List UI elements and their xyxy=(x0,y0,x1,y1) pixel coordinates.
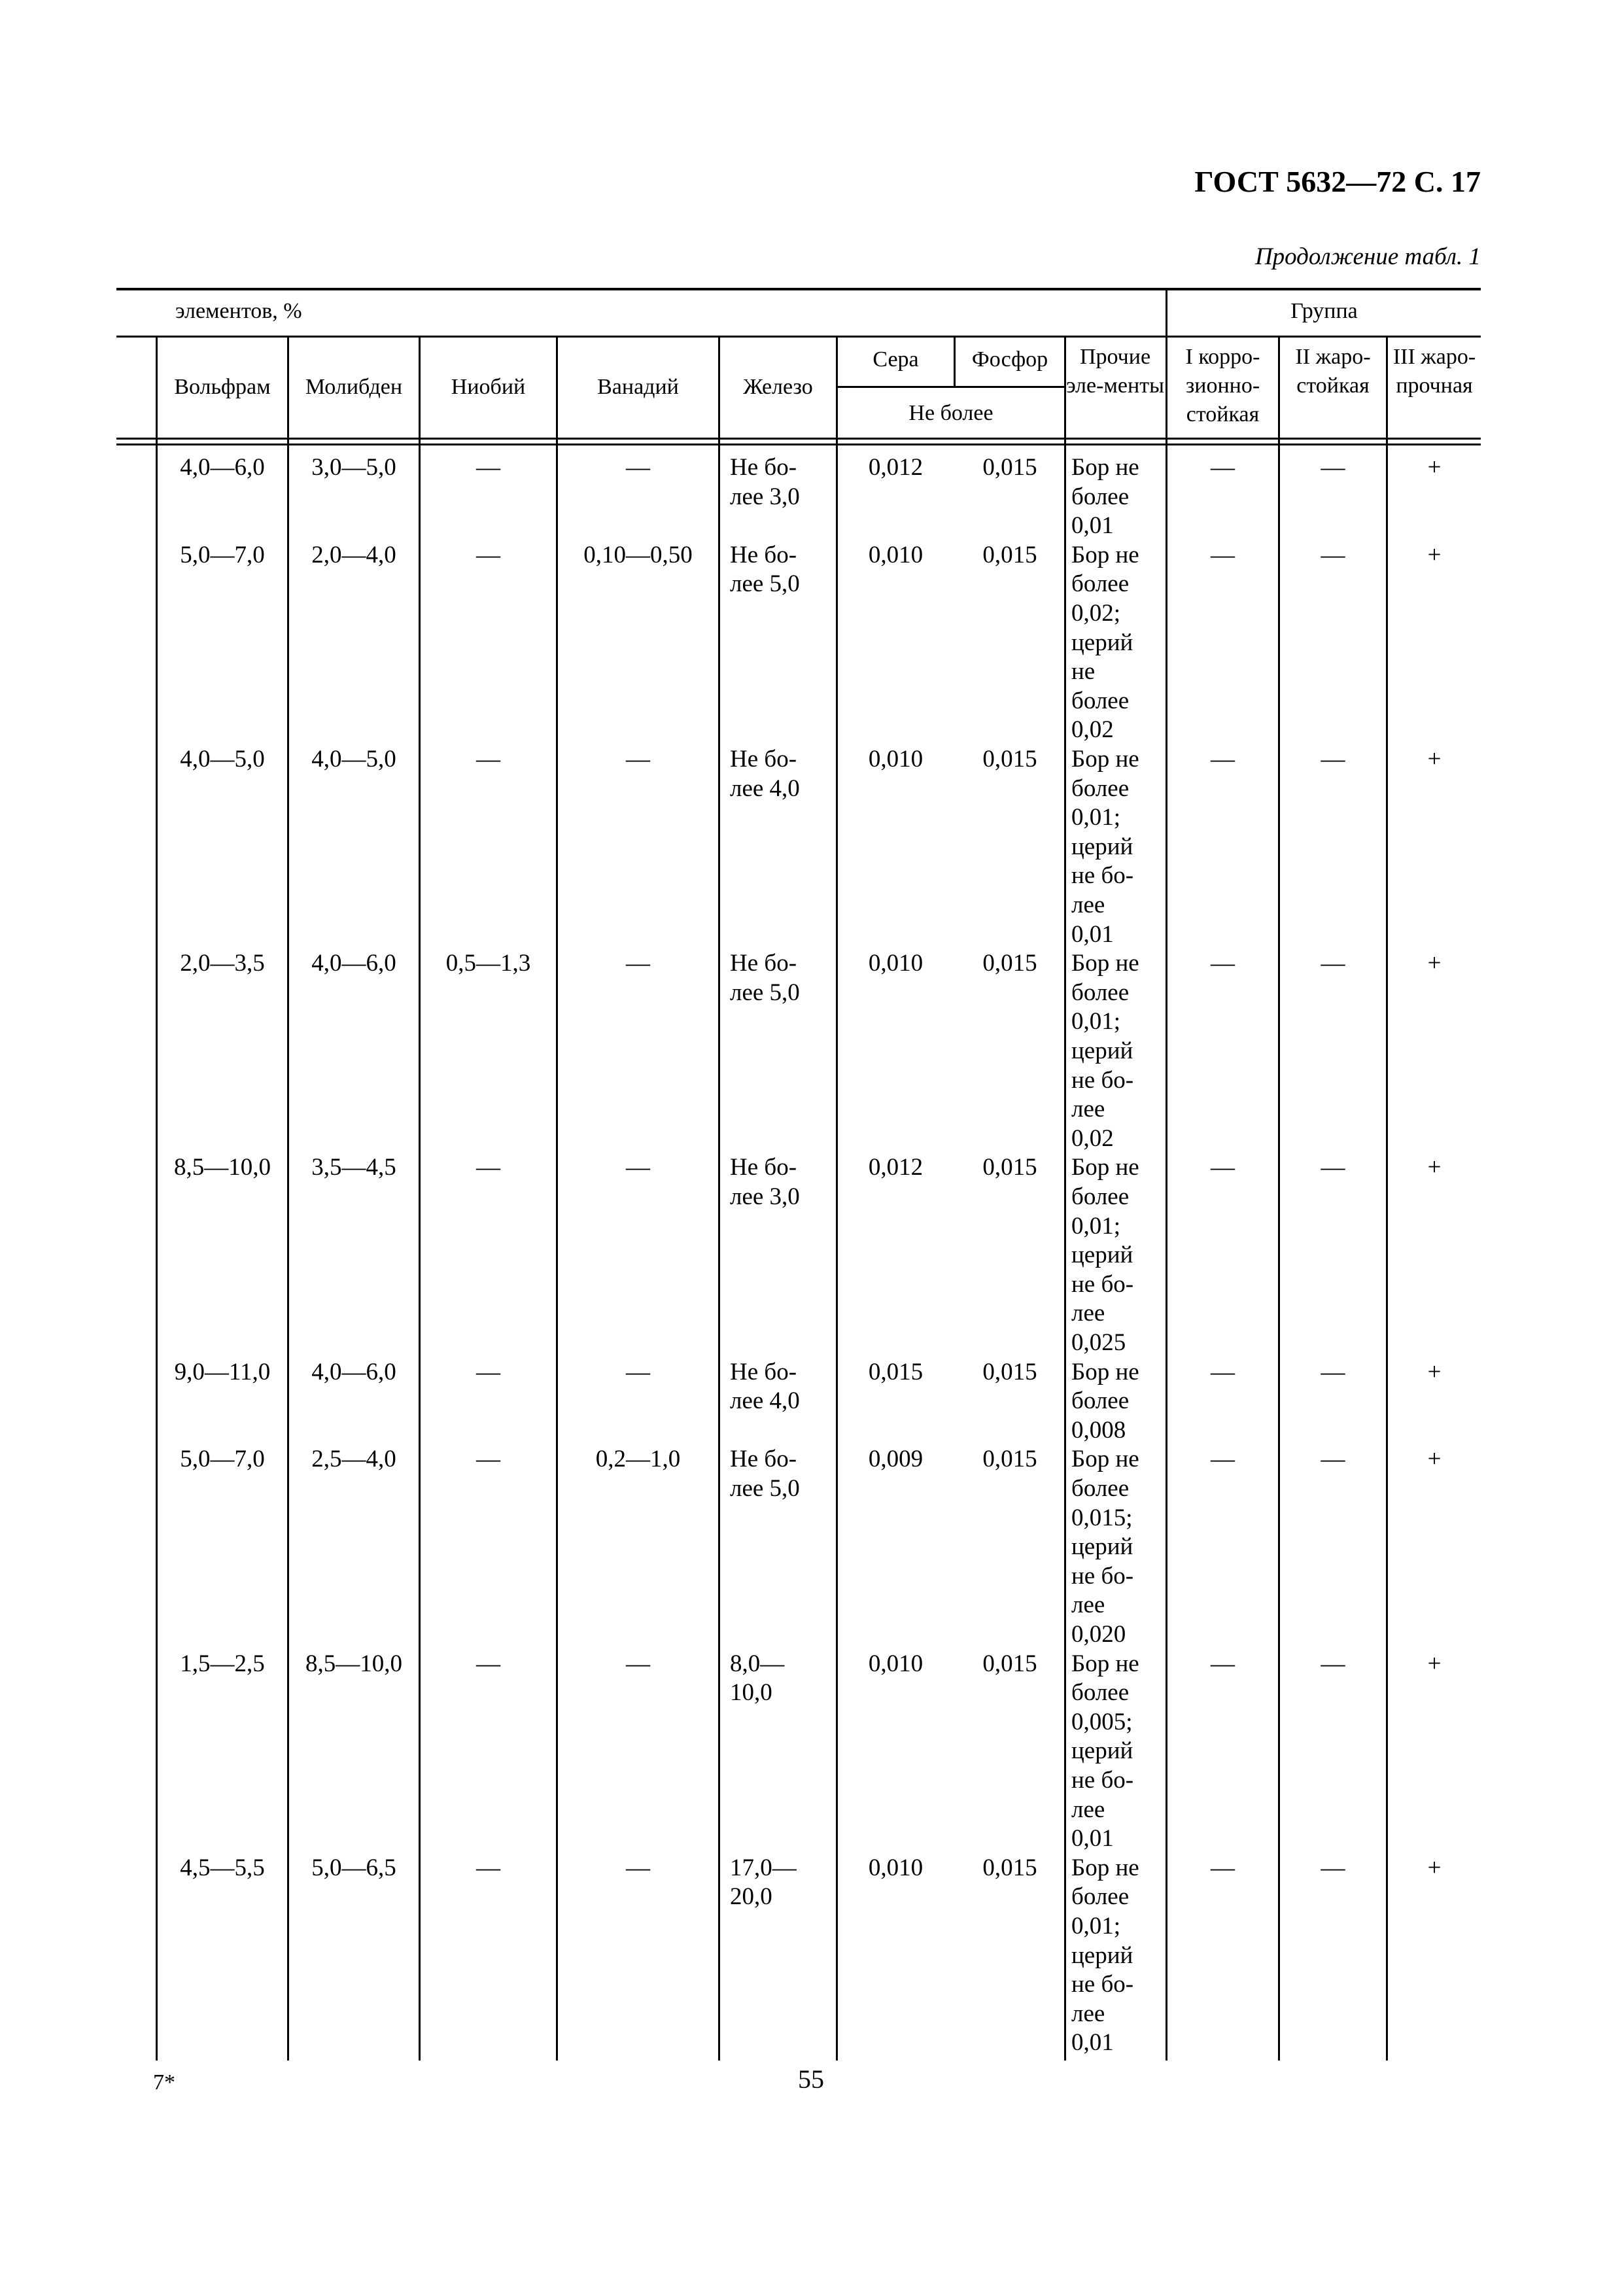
cell-phosphorus: 0,015 xyxy=(982,1446,1037,1473)
cell-other-elements-line: 0,01; xyxy=(1071,804,1121,831)
cell-other-elements-line: Бор не xyxy=(1071,1358,1139,1385)
cell-phosphorus: 0,015 xyxy=(982,541,1037,568)
cell-vanadium: — xyxy=(626,1154,650,1181)
cell-sulfur: 0,010 xyxy=(868,541,924,568)
cell-group-1: — xyxy=(1211,1854,1235,1881)
col-rule xyxy=(419,336,421,2061)
cell-molybdenum: 4,0—6,0 xyxy=(311,1358,396,1385)
cell-group-1: — xyxy=(1211,950,1235,977)
cell-vanadium: — xyxy=(626,454,650,481)
max-label-rule xyxy=(836,386,1064,388)
cell-group-3: + xyxy=(1427,1854,1442,1881)
page-header: ГОСТ 5632—72 С. 17 xyxy=(1194,165,1481,198)
cell-other-elements-line: не xyxy=(1071,658,1096,686)
cell-group-2: — xyxy=(1321,454,1345,481)
cell-other-elements-line: церий xyxy=(1071,1037,1133,1064)
cell-tungsten: 4,0—6,0 xyxy=(180,454,265,481)
cell-phosphorus: 0,015 xyxy=(982,454,1037,481)
cell-other-elements-line: 0,01 xyxy=(1071,512,1114,540)
cell-group-3: + xyxy=(1427,1650,1442,1677)
cell-other-elements-line: 0,01 xyxy=(1071,920,1114,948)
header-vanadium: Ванадий xyxy=(597,375,679,399)
cell-iron-line: 20,0 xyxy=(730,1883,772,1911)
table-continuation-label: Продолжение табл. 1 xyxy=(1254,243,1481,270)
cell-other-elements-line: Бор не xyxy=(1071,541,1139,568)
cell-other-elements-line: не бо- xyxy=(1071,1066,1134,1094)
cell-group-1: — xyxy=(1211,1154,1235,1181)
cell-group-3: + xyxy=(1427,541,1442,568)
header-phosphorus: Фосфор xyxy=(971,347,1048,372)
cell-phosphorus: 0,015 xyxy=(982,1358,1037,1385)
cell-group-1: — xyxy=(1211,454,1235,481)
cell-group-1: — xyxy=(1211,541,1235,568)
cell-vanadium: — xyxy=(626,746,650,773)
header-molybdenum: Молибден xyxy=(305,375,403,399)
cell-iron-line: лее 5,0 xyxy=(730,1475,800,1502)
cell-other-elements-line: лее xyxy=(1071,1096,1105,1123)
cell-iron-line: Не бо- xyxy=(730,541,797,568)
header-row1-rule xyxy=(116,336,1481,338)
cell-group-1: — xyxy=(1211,1650,1235,1677)
cell-sulfur: 0,010 xyxy=(868,1650,924,1677)
cell-tungsten: 4,5—5,5 xyxy=(180,1854,265,1881)
cell-other-elements-line: Бор не xyxy=(1071,746,1139,773)
header-max-label: Не более xyxy=(908,401,993,425)
cell-iron-line: лее 4,0 xyxy=(730,774,800,802)
table-top-rule xyxy=(116,288,1481,290)
header-elements: элементов, % xyxy=(175,299,302,323)
cell-other-elements-line: Бор не xyxy=(1071,1446,1139,1473)
cell-iron-line: Не бо- xyxy=(730,950,797,977)
cell-group-2: — xyxy=(1321,1650,1345,1677)
cell-other-elements-line: более xyxy=(1071,1679,1130,1707)
cell-group-1: — xyxy=(1211,1358,1235,1385)
col-rule xyxy=(1064,336,1066,2061)
cell-iron-line: лее 4,0 xyxy=(730,1387,800,1415)
cell-molybdenum: 4,0—5,0 xyxy=(311,746,396,773)
cell-group-1: — xyxy=(1211,1446,1235,1473)
cell-other-elements-line: более xyxy=(1071,570,1130,598)
cell-other-elements-line: Бор не xyxy=(1071,1650,1139,1677)
cell-other-elements-line: 0,005; xyxy=(1071,1708,1133,1735)
cell-other-elements-line: более xyxy=(1071,483,1130,510)
cell-other-elements-line: более xyxy=(1071,1475,1130,1502)
cell-group-3: + xyxy=(1427,454,1442,481)
cell-other-elements-line: более xyxy=(1071,1387,1130,1415)
cell-other-elements-line: лее xyxy=(1071,1300,1105,1327)
col-rule xyxy=(556,336,558,2061)
col-rule xyxy=(836,336,838,2061)
header-iron: Железо xyxy=(743,375,813,399)
cell-niobium: — xyxy=(476,454,500,481)
cell-group-2: — xyxy=(1321,950,1345,977)
cell-other-elements-line: церий xyxy=(1071,1242,1133,1269)
cell-other-elements-line: более xyxy=(1071,687,1130,714)
cell-vanadium: — xyxy=(626,1358,650,1385)
cell-niobium: — xyxy=(476,1650,500,1677)
cell-tungsten: 5,0—7,0 xyxy=(180,541,265,568)
cell-tungsten: 5,0—7,0 xyxy=(180,1446,265,1473)
page-number: 55 xyxy=(798,2064,824,2094)
cell-group-2: — xyxy=(1321,746,1345,773)
composition-table xyxy=(116,288,1481,2061)
header-group-1: I корро-зионно-стойкая xyxy=(1185,345,1260,426)
cell-niobium: — xyxy=(476,541,500,568)
header-group: Группа xyxy=(1290,299,1358,323)
cell-molybdenum: 8,5—10,0 xyxy=(305,1650,402,1677)
cell-other-elements-line: церий xyxy=(1071,1737,1133,1765)
cell-niobium: — xyxy=(476,746,500,773)
cell-other-elements-line: 0,01; xyxy=(1071,1008,1121,1035)
cell-iron-line: лее 5,0 xyxy=(730,570,800,598)
cell-sulfur: 0,015 xyxy=(868,1358,924,1385)
cell-group-3: + xyxy=(1427,1154,1442,1181)
cell-sulfur: 0,010 xyxy=(868,950,924,977)
cell-tungsten: 9,0—11,0 xyxy=(174,1358,271,1385)
cell-other-elements-line: Бор не xyxy=(1071,454,1139,481)
cell-other-elements-line: не бо- xyxy=(1071,862,1134,890)
cell-phosphorus: 0,015 xyxy=(982,1854,1037,1881)
cell-other-elements-line: лее xyxy=(1071,2000,1105,2027)
header-sulfur: Сера xyxy=(872,347,919,372)
cell-vanadium: 0,2—1,0 xyxy=(595,1446,681,1473)
cell-niobium: — xyxy=(476,1154,500,1181)
cell-other-elements-line: церий xyxy=(1071,629,1133,656)
cell-vanadium: 0,10—0,50 xyxy=(583,541,693,568)
cell-other-elements-line: 0,008 xyxy=(1071,1416,1126,1444)
cell-other-elements-line: более xyxy=(1071,1183,1130,1210)
cell-group-3: + xyxy=(1427,1446,1442,1473)
cell-other-elements-line: 0,02; xyxy=(1071,600,1121,627)
cell-other-elements-line: 0,025 xyxy=(1071,1329,1126,1356)
cell-sulfur: 0,012 xyxy=(868,1154,924,1181)
cell-sulfur: 0,012 xyxy=(868,454,924,481)
header-bottom-rule-2 xyxy=(116,444,1481,445)
cell-other-elements-line: не бо- xyxy=(1071,1767,1134,1794)
cell-group-2: — xyxy=(1321,541,1345,568)
cell-vanadium: — xyxy=(626,1854,650,1881)
cell-iron-line: Не бо- xyxy=(730,1154,797,1181)
cell-vanadium: — xyxy=(626,950,650,977)
cell-molybdenum: 5,0—6,5 xyxy=(311,1854,396,1881)
cell-other-elements-line: 0,02 xyxy=(1071,1124,1114,1152)
cell-phosphorus: 0,015 xyxy=(982,746,1037,773)
cell-sulfur: 0,009 xyxy=(868,1446,924,1473)
cell-iron-line: 8,0— xyxy=(730,1650,785,1677)
cell-niobium: 0,5—1,3 xyxy=(445,950,531,977)
cell-iron-line: Не бо- xyxy=(730,1446,797,1473)
cell-sulfur: 0,010 xyxy=(868,1854,924,1881)
cell-molybdenum: 3,0—5,0 xyxy=(311,454,396,481)
cell-group-2: — xyxy=(1321,1358,1345,1385)
header-tungsten: Вольфрам xyxy=(174,375,271,399)
cell-group-3: + xyxy=(1427,950,1442,977)
cell-iron-line: 17,0— xyxy=(730,1854,797,1881)
cell-molybdenum: 4,0—6,0 xyxy=(311,950,396,977)
cell-iron-line: 10,0 xyxy=(730,1679,772,1707)
cell-other-elements-line: лее xyxy=(1071,1796,1105,1823)
cell-other-elements-line: 0,020 xyxy=(1071,1621,1126,1648)
col-rule xyxy=(1386,336,1388,2061)
cell-phosphorus: 0,015 xyxy=(982,1154,1037,1181)
cell-other-elements-line: Бор не xyxy=(1071,950,1139,977)
cell-phosphorus: 0,015 xyxy=(982,950,1037,977)
cell-other-elements-line: Бор не xyxy=(1071,1854,1139,1881)
cell-group-2: — xyxy=(1321,1854,1345,1881)
cell-other-elements-line: церий xyxy=(1071,833,1133,860)
cell-iron-line: лее 3,0 xyxy=(730,483,800,510)
cell-other-elements-line: лее xyxy=(1071,1592,1105,1619)
cell-niobium: — xyxy=(476,1358,500,1385)
header-niobium: Ниобий xyxy=(451,375,526,399)
cell-group-3: + xyxy=(1427,746,1442,773)
cell-group-2: — xyxy=(1321,1154,1345,1181)
cell-molybdenum: 2,0—4,0 xyxy=(311,541,396,568)
cell-other-elements-line: церий xyxy=(1071,1533,1133,1561)
cell-other-elements-line: 0,01; xyxy=(1071,1212,1121,1240)
col-rule xyxy=(1278,336,1280,2061)
cell-other-elements-line: не бо- xyxy=(1071,1270,1134,1298)
cell-iron-line: лее 3,0 xyxy=(730,1183,800,1210)
cell-other-elements-line: 0,01; xyxy=(1071,1913,1121,1939)
cell-niobium: — xyxy=(476,1446,500,1473)
cell-other-elements-line: не бо- xyxy=(1071,1971,1134,1998)
cell-other-elements-line: 0,01 xyxy=(1071,1825,1114,1852)
footer-mark: 7* xyxy=(153,2070,175,2095)
cell-iron-line: лее 5,0 xyxy=(730,979,800,1006)
cell-vanadium: — xyxy=(626,1650,650,1677)
cell-other-elements-line: не бо- xyxy=(1071,1562,1134,1590)
cell-iron-line: Не бо- xyxy=(730,454,797,481)
cell-tungsten: 4,0—5,0 xyxy=(180,746,265,773)
cell-tungsten: 8,5—10,0 xyxy=(174,1154,271,1181)
header-other-elements: Прочие эле-менты xyxy=(1066,345,1164,398)
cell-molybdenum: 2,5—4,0 xyxy=(311,1446,396,1473)
col-rule xyxy=(718,336,720,2061)
header-bottom-rule-1 xyxy=(116,438,1481,440)
header-group-3: III жаро-прочная xyxy=(1392,345,1476,398)
cell-phosphorus: 0,015 xyxy=(982,1650,1037,1677)
cell-other-elements-line: более xyxy=(1071,979,1130,1006)
cell-iron-line: Не бо- xyxy=(730,1358,797,1385)
header-group-2: II жаро-стойкая xyxy=(1295,345,1371,398)
cell-molybdenum: 3,5—4,5 xyxy=(311,1154,396,1181)
cell-tungsten: 1,5—2,5 xyxy=(180,1650,265,1677)
cell-group-2: — xyxy=(1321,1446,1345,1473)
cell-other-elements-line: 0,02 xyxy=(1071,716,1114,744)
cell-group-3: + xyxy=(1427,1358,1442,1385)
cell-other-elements-line: 0,01 xyxy=(1071,2029,1114,2057)
cell-other-elements-line: лее xyxy=(1071,892,1105,918)
cell-iron-line: Не бо- xyxy=(730,746,797,773)
cell-other-elements-line: 0,015; xyxy=(1071,1504,1133,1531)
cell-other-elements-line: более xyxy=(1071,1883,1130,1911)
cell-sulfur: 0,010 xyxy=(868,746,924,773)
cell-other-elements-line: церий xyxy=(1071,1941,1133,1969)
cell-other-elements-line: Бор не xyxy=(1071,1154,1139,1181)
col-rule xyxy=(156,336,158,2061)
col-rule xyxy=(287,336,289,2061)
cell-tungsten: 2,0—3,5 xyxy=(180,950,265,977)
cell-group-1: — xyxy=(1211,746,1235,773)
cell-niobium: — xyxy=(476,1854,500,1881)
cell-other-elements-line: более xyxy=(1071,774,1130,802)
